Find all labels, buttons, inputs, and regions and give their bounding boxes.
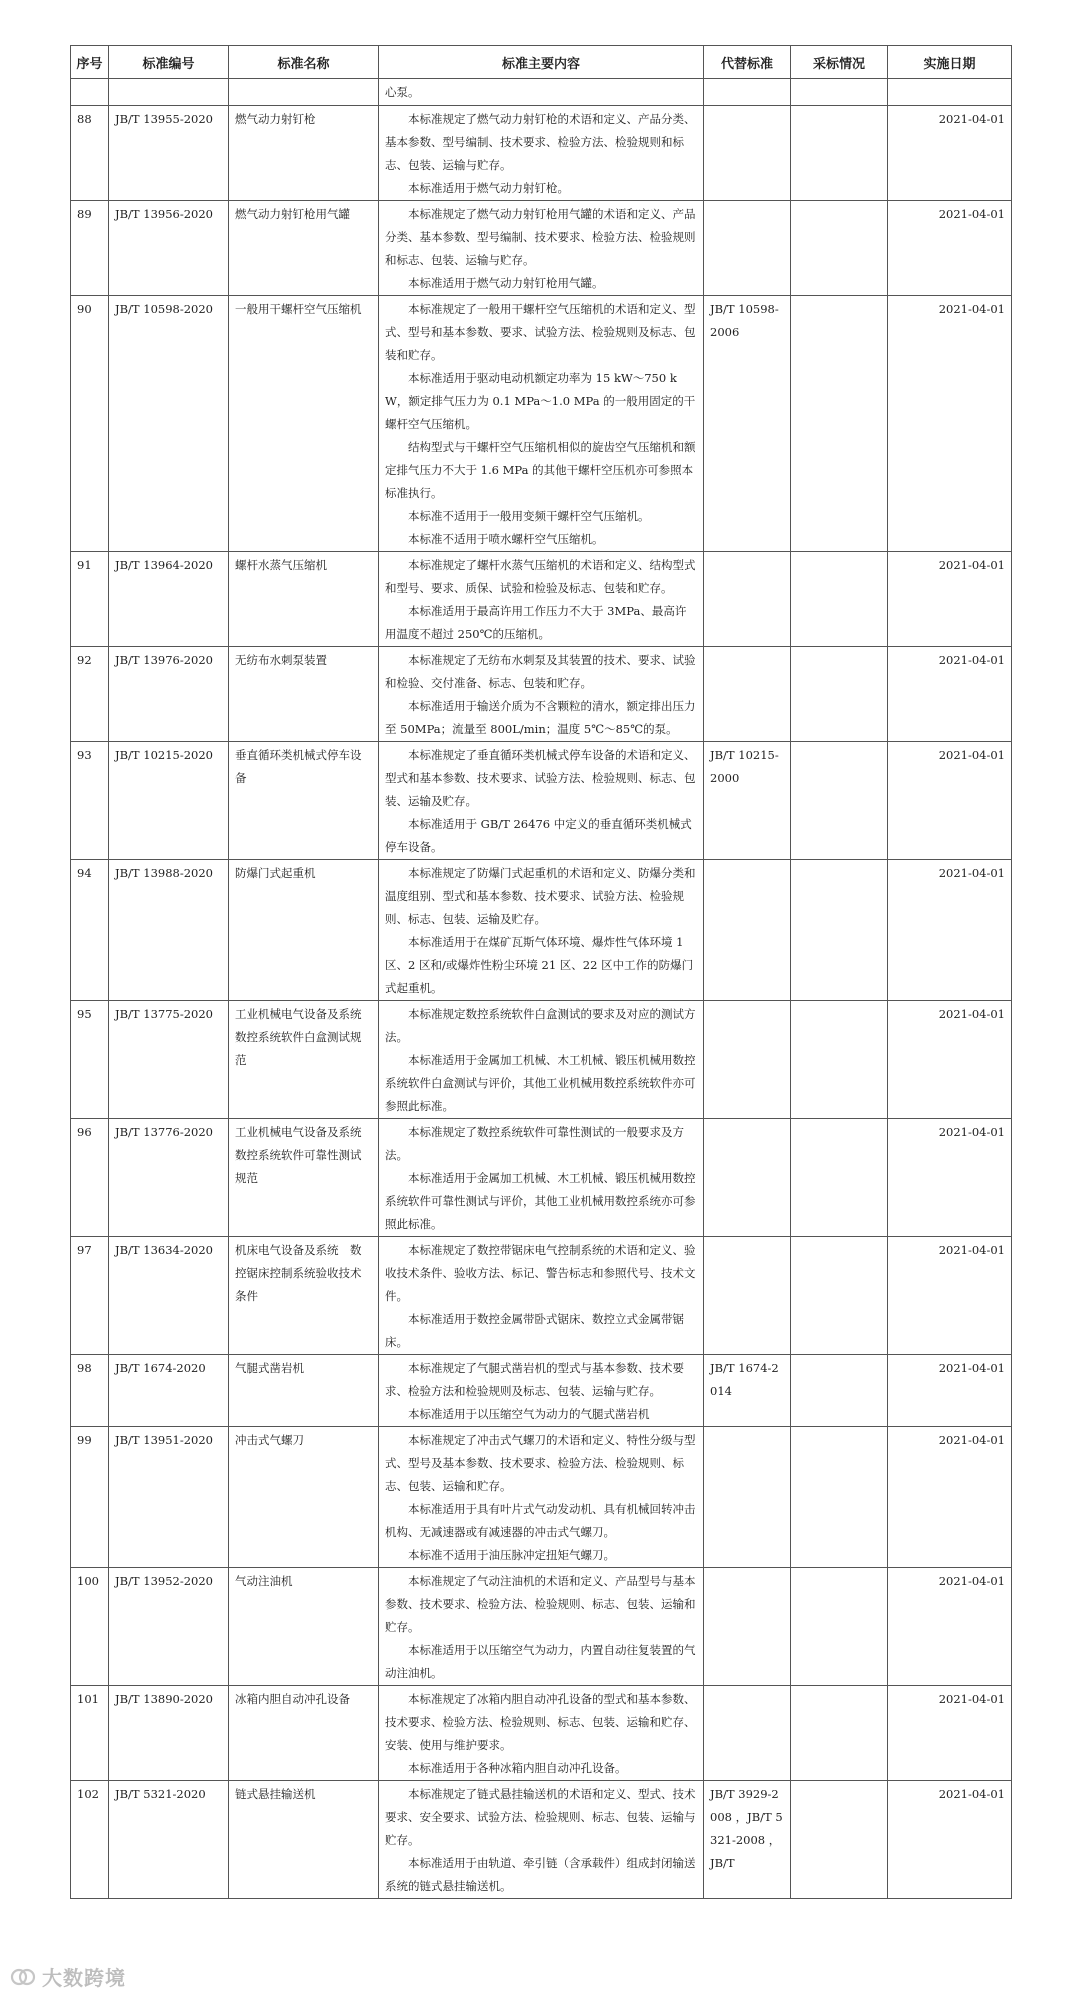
table-row — [71, 1119, 1012, 1237]
standards-table-page — [70, 45, 1011, 1899]
cell-replaced-standard — [704, 1001, 791, 1119]
cell-seq: 94 — [71, 860, 109, 1001]
cell-standard-name: 防爆门式起重机 — [229, 860, 379, 1001]
content-paragraph: 本标准不适用于喷水螺杆空气压缩机。 — [408, 532, 604, 546]
content-paragraph: 本标准适用于输送介质为不含颗粒的清水，额定排出压力至 50MPa；流量至 800L/min；温度 5℃～85℃的泵。 — [385, 699, 696, 736]
content-paragraph: 本标准适用于 GB/T 26476 中定义的垂直循环类机械式停车设备。 — [385, 817, 692, 854]
header-adopt: 采标情况 — [791, 46, 888, 79]
table-header-row — [71, 46, 1012, 79]
cell-standard-code: JB/T 10598-2020 — [109, 296, 229, 552]
cell-seq: 91 — [71, 552, 109, 647]
cell-replaced-standard — [704, 1568, 791, 1686]
table-row — [71, 106, 1012, 201]
cell-replaced-standard — [704, 860, 791, 1001]
cell-replaced-standard — [704, 1686, 791, 1781]
continuation-row — [71, 79, 1012, 106]
cell-standard-name: 冰箱内胆自动冲孔设备 — [229, 1686, 379, 1781]
content-paragraph: 本标准规定了数控系统软件可靠性测试的一般要求及方法。 — [385, 1125, 684, 1162]
header-name: 标准名称 — [229, 46, 379, 79]
content-paragraph: 本标准适用于各种冰箱内胆自动冲孔设备。 — [408, 1761, 627, 1775]
cell-seq: 95 — [71, 1001, 109, 1119]
cell-effective-date: 2021-04-01 — [888, 296, 1012, 552]
cell-adoption — [791, 201, 888, 296]
cell-adoption — [791, 106, 888, 201]
cell-main-content — [379, 1355, 704, 1427]
cell-standard-name: 螺杆水蒸气压缩机 — [229, 552, 379, 647]
cell-main-content — [379, 742, 704, 860]
cell-standard-name: 冲击式气螺刀 — [229, 1427, 379, 1568]
cell-replaced-standard: JB/T 10598-2006 — [704, 296, 791, 552]
cell-seq: 96 — [71, 1119, 109, 1237]
cell-empty — [704, 79, 791, 106]
cell-main-content — [379, 1781, 704, 1899]
cell-seq: 93 — [71, 742, 109, 860]
content-paragraph: 本标准适用于燃气动力射钉枪用气罐。 — [408, 276, 604, 290]
content-paragraph: 本标准规定了螺杆水蒸气压缩机的术语和定义、结构型式和型号、要求、质保、试验和检验及标志、包装和贮存。 — [385, 558, 696, 595]
cell-adoption — [791, 552, 888, 647]
cell-adoption — [791, 1119, 888, 1237]
table-row — [71, 647, 1012, 742]
cell-effective-date: 2021-04-01 — [888, 1427, 1012, 1568]
table-row — [71, 1686, 1012, 1781]
cell-main-content — [379, 201, 704, 296]
cell-main-content — [379, 552, 704, 647]
header-replace: 代替标准 — [704, 46, 791, 79]
cell-seq: 99 — [71, 1427, 109, 1568]
cell-effective-date: 2021-04-01 — [888, 1119, 1012, 1237]
content-paragraph: 本标准规定了数控带锯床电气控制系统的术语和定义、验收技术条件、验收方法、标记、警告标志和参照代号、技术文件。 — [385, 1243, 696, 1303]
cell-replaced-standard — [704, 1119, 791, 1237]
cell-adoption — [791, 1237, 888, 1355]
cell-standard-name: 气腿式凿岩机 — [229, 1355, 379, 1427]
cell-effective-date: 2021-04-01 — [888, 1355, 1012, 1427]
cell-standard-name: 一般用干螺杆空气压缩机 — [229, 296, 379, 552]
cell-standard-code: JB/T 13890-2020 — [109, 1686, 229, 1781]
cell-main-content — [379, 1119, 704, 1237]
table-row — [71, 860, 1012, 1001]
cell-replaced-standard — [704, 1237, 791, 1355]
content-paragraph: 本标准不适用于一般用变频干螺杆空气压缩机。 — [408, 509, 650, 523]
table-row — [71, 1001, 1012, 1119]
cell-standard-name: 燃气动力射钉枪 — [229, 106, 379, 201]
table-row — [71, 1427, 1012, 1568]
table-row — [71, 552, 1012, 647]
cell-main-content — [379, 1427, 704, 1568]
cell-empty — [71, 79, 109, 106]
content-paragraph: 本标准适用于驱动电动机额定功率为 15 kW～750 kW，额定排气压力为 0.1 MPa～1.0 MPa 的一般用固定的干螺杆空气压缩机。 — [385, 371, 696, 431]
table-row — [71, 1568, 1012, 1686]
cell-replaced-standard: JB/T 3929-2008 ，JB/T 5321-2008 ，JB/T — [704, 1781, 791, 1899]
cell-seq: 102 — [71, 1781, 109, 1899]
cell-standard-code: JB/T 13951-2020 — [109, 1427, 229, 1568]
cell-adoption — [791, 742, 888, 860]
header-content: 标准主要内容 — [379, 46, 704, 79]
watermark — [10, 1962, 126, 1991]
cell-main-content — [379, 1568, 704, 1686]
cell-main-content — [379, 1001, 704, 1119]
table-body — [71, 79, 1012, 1899]
cell-standard-code: JB/T 13634-2020 — [109, 1237, 229, 1355]
content-paragraph: 本标准适用于由轨道、牵引链（含承载件）组成封闭输送系统的链式悬挂输送机。 — [385, 1856, 696, 1893]
cell-standard-code: JB/T 13956-2020 — [109, 201, 229, 296]
cell-seq: 97 — [71, 1237, 109, 1355]
content-paragraph: 本标准规定了链式悬挂输送机的术语和定义、型式、技术要求、安全要求、试验方法、检验规则、标志、包装、运输与贮存。 — [385, 1787, 696, 1847]
cell-main-content — [379, 647, 704, 742]
cell-standard-code: JB/T 13952-2020 — [109, 1568, 229, 1686]
cell-adoption — [791, 1568, 888, 1686]
cell-standard-code: JB/T 5321-2020 — [109, 1781, 229, 1899]
cell-seq: 90 — [71, 296, 109, 552]
cell-standard-code: JB/T 13976-2020 — [109, 647, 229, 742]
cell-seq: 101 — [71, 1686, 109, 1781]
cell-adoption — [791, 1001, 888, 1119]
cell-adoption — [791, 1686, 888, 1781]
content-paragraph: 本标准适用于数控金属带卧式锯床、数控立式金属带锯床。 — [385, 1312, 684, 1349]
cell-adoption — [791, 1781, 888, 1899]
table-row — [71, 1355, 1012, 1427]
cell-main-content — [379, 296, 704, 552]
cell-standard-name: 无纺布水刺泵装置 — [229, 647, 379, 742]
content-paragraph: 本标准适用于金属加工机械、木工机械、锻压机械用数控系统软件白盒测试与评价，其他工业机械用数控系统软件亦可参照此标准。 — [385, 1053, 696, 1113]
header-seq: 序号 — [71, 46, 109, 79]
cell-adoption — [791, 1427, 888, 1568]
cell-standard-name: 机床电气设备及系统 数控锯床控制系统验收技术条件 — [229, 1237, 379, 1355]
cell-standard-name: 气动注油机 — [229, 1568, 379, 1686]
content-paragraph: 本标准适用于在煤矿瓦斯气体环境、爆炸性气体环境 1 区、2 区和/或爆炸性粉尘环境 21 区、22 区中工作的防爆门式起重机。 — [385, 935, 694, 995]
content-paragraph: 本标准规定了冰箱内胆自动冲孔设备的型式和基本参数、技术要求、检验方法、检验规则、标志、包装、运输和贮存、安装、使用与维护要求。 — [385, 1692, 696, 1752]
content-paragraph: 本标准适用于金属加工机械、木工机械、锻压机械用数控系统软件可靠性测试与评价，其他工业机械用数控系统亦可参照此标准。 — [385, 1171, 696, 1231]
cell-seq: 89 — [71, 201, 109, 296]
cell-empty — [229, 79, 379, 106]
cell-standard-name: 链式悬挂输送机 — [229, 1781, 379, 1899]
table-row — [71, 201, 1012, 296]
content-paragraph: 本标准不适用于油压脉冲定扭矩气螺刀。 — [408, 1548, 615, 1562]
cell-replaced-standard: JB/T 10215-2000 — [704, 742, 791, 860]
cell-replaced-standard — [704, 106, 791, 201]
cell-adoption — [791, 1355, 888, 1427]
continuation-text: 心泵。 — [379, 79, 704, 106]
table-row — [71, 296, 1012, 552]
cell-empty — [109, 79, 229, 106]
cell-effective-date: 2021-04-01 — [888, 1237, 1012, 1355]
table-row — [71, 1781, 1012, 1899]
cell-replaced-standard: JB/T 1674-2014 — [704, 1355, 791, 1427]
cell-effective-date: 2021-04-01 — [888, 860, 1012, 1001]
cell-effective-date: 2021-04-01 — [888, 647, 1012, 742]
cell-standard-code: JB/T 13964-2020 — [109, 552, 229, 647]
cell-effective-date: 2021-04-01 — [888, 1781, 1012, 1899]
content-paragraph: 本标准规定了防爆门式起重机的术语和定义、防爆分类和温度组别、型式和基本参数、技术要求、试验方法、检验规则、标志、包装、运输及贮存。 — [385, 866, 696, 926]
content-paragraph: 结构型式与干螺杆空气压缩机相似的旋齿空气压缩机和额定排气压力不大于 1.6 MPa 的其他干螺杆空压机亦可参照本标准执行。 — [385, 440, 696, 500]
cell-seq: 98 — [71, 1355, 109, 1427]
table-row — [71, 742, 1012, 860]
header-code: 标准编号 — [109, 46, 229, 79]
watermark-text: 大数跨境 — [42, 1966, 126, 1990]
cell-effective-date: 2021-04-01 — [888, 742, 1012, 860]
content-paragraph: 本标准规定数控系统软件白盒测试的要求及对应的测试方法。 — [385, 1007, 696, 1044]
cell-standard-name: 垂直循环类机械式停车设备 — [229, 742, 379, 860]
cell-replaced-standard — [704, 647, 791, 742]
cell-empty — [888, 79, 1012, 106]
cell-replaced-standard — [704, 1427, 791, 1568]
content-paragraph: 本标准规定了冲击式气螺刀的术语和定义、特性分级与型式、型号及基本参数、技术要求、检验方法、检验规则、标志、包装、运输和贮存。 — [385, 1433, 696, 1493]
cell-seq: 92 — [71, 647, 109, 742]
cell-seq: 88 — [71, 106, 109, 201]
content-paragraph: 本标准适用于以压缩空气为动力的气腿式凿岩机 — [408, 1407, 650, 1421]
cell-standard-name: 工业机械电气设备及系统 数控系统软件可靠性测试规范 — [229, 1119, 379, 1237]
cell-main-content — [379, 860, 704, 1001]
cell-standard-code: JB/T 13776-2020 — [109, 1119, 229, 1237]
cell-effective-date: 2021-04-01 — [888, 1568, 1012, 1686]
watermark-logo-icon — [10, 1966, 36, 1988]
cell-effective-date: 2021-04-01 — [888, 552, 1012, 647]
content-paragraph: 本标准适用于具有叶片式气动发动机、具有机械回转冲击机构、无减速器或有减速器的冲击式气螺刀。 — [385, 1502, 696, 1539]
cell-replaced-standard — [704, 552, 791, 647]
cell-main-content — [379, 1237, 704, 1355]
header-date: 实施日期 — [888, 46, 1012, 79]
table-row — [71, 1237, 1012, 1355]
cell-standard-code: JB/T 10215-2020 — [109, 742, 229, 860]
cell-replaced-standard — [704, 201, 791, 296]
content-paragraph: 本标准规定了一般用干螺杆空气压缩机的术语和定义、型式、型号和基本参数、要求、试验方法、检验规则及标志、包装和贮存。 — [385, 302, 696, 362]
cell-standard-code: JB/T 13775-2020 — [109, 1001, 229, 1119]
cell-main-content — [379, 106, 704, 201]
content-paragraph: 本标准适用于燃气动力射钉枪。 — [408, 181, 569, 195]
content-paragraph: 本标准规定了气动注油机的术语和定义、产品型号与基本参数、技术要求、检验方法、检验规则、标志、包装、运输和贮存。 — [385, 1574, 696, 1634]
cell-adoption — [791, 860, 888, 1001]
cell-effective-date: 2021-04-01 — [888, 1686, 1012, 1781]
cell-effective-date: 2021-04-01 — [888, 201, 1012, 296]
content-paragraph: 本标准适用于以压缩空气为动力，内置自动往复装置的气动注油机。 — [385, 1643, 696, 1680]
content-paragraph: 本标准规定了燃气动力射钉枪的术语和定义、产品分类、基本参数、型号编制、技术要求、检验方法、检验规则和标志、包装、运输与贮存。 — [385, 112, 696, 172]
cell-standard-code: JB/T 1674-2020 — [109, 1355, 229, 1427]
cell-standard-name: 工业机械电气设备及系统 数控系统软件白盒测试规范 — [229, 1001, 379, 1119]
content-paragraph: 本标准规定了垂直循环类机械式停车设备的术语和定义、型式和基本参数、技术要求、试验方法、检验规则、标志、包装、运输及贮存。 — [385, 748, 696, 808]
cell-effective-date: 2021-04-01 — [888, 1001, 1012, 1119]
cell-main-content — [379, 1686, 704, 1781]
cell-seq: 100 — [71, 1568, 109, 1686]
cell-standard-code: JB/T 13955-2020 — [109, 106, 229, 201]
content-paragraph: 本标准适用于最高许用工作压力不大于 3MPa、最高许用温度不超过 250℃的压缩机。 — [385, 604, 687, 641]
cell-empty — [791, 79, 888, 106]
cell-adoption — [791, 647, 888, 742]
cell-effective-date: 2021-04-01 — [888, 106, 1012, 201]
content-paragraph: 本标准规定了无纺布水刺泵及其装置的技术、要求、试验和检验、交付准备、标志、包装和贮存。 — [385, 653, 696, 690]
cell-standard-name: 燃气动力射钉枪用气罐 — [229, 201, 379, 296]
standards-table — [70, 45, 1012, 1899]
content-paragraph: 本标准规定了燃气动力射钉枪用气罐的术语和定义、产品分类、基本参数、型号编制、技术要求、检验方法、检验规则和标志、包装、运输与贮存。 — [385, 207, 696, 267]
content-paragraph: 本标准规定了气腿式凿岩机的型式与基本参数、技术要求、检验方法和检验规则及标志、包装、运输与贮存。 — [385, 1361, 684, 1398]
cell-standard-code: JB/T 13988-2020 — [109, 860, 229, 1001]
cell-adoption — [791, 296, 888, 552]
